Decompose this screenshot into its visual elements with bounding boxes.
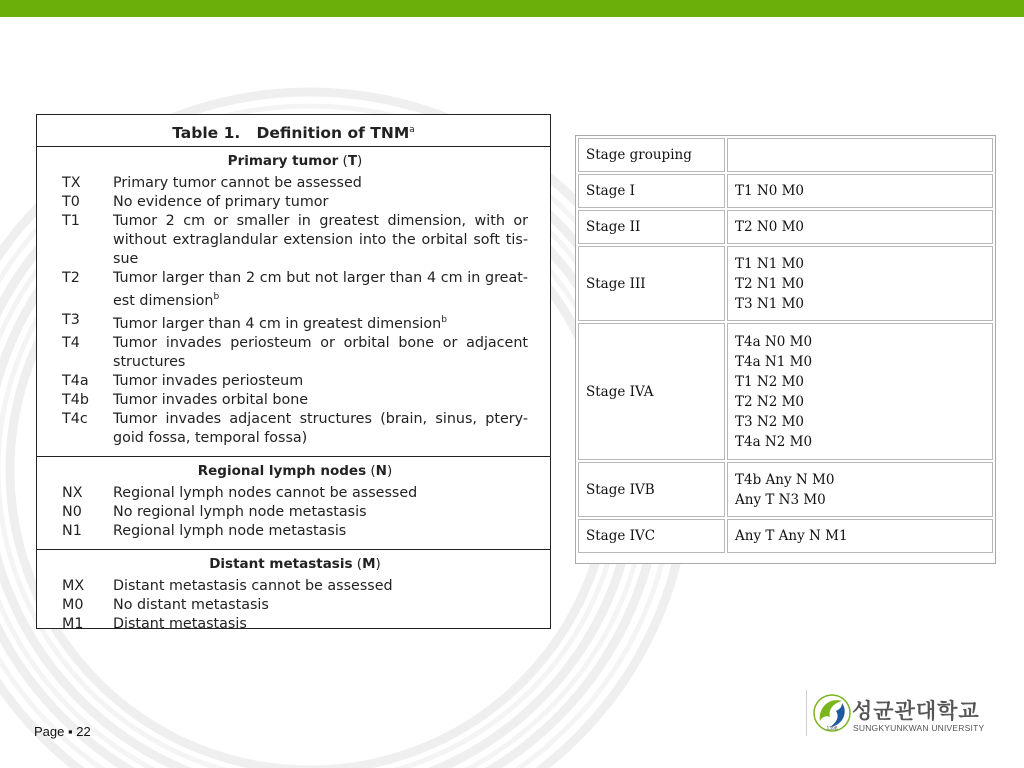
- category-description-text: No regional lymph node metastasis: [113, 503, 367, 520]
- section-heading-code: T: [347, 153, 358, 169]
- tnm-combination: T2 N1 M0: [735, 275, 804, 292]
- tnm-combination: T3 N1 M0: [735, 295, 804, 312]
- page-label: Page: [34, 724, 65, 739]
- footnote-marker: b: [213, 292, 220, 302]
- stage-rows: [578, 138, 993, 553]
- category-code: T4: [62, 334, 80, 351]
- definition-row: [62, 522, 528, 541]
- category-code: TX: [62, 175, 81, 191]
- stage-row: [578, 462, 993, 517]
- stage-cell: Stage I: [578, 174, 725, 208]
- definition-row: [62, 410, 528, 448]
- category-description: [113, 311, 528, 334]
- category-description-text: Tumor invades orbital bone: [113, 391, 309, 408]
- university-korean-name: 성균관대학교: [852, 699, 980, 723]
- tnm-section: [37, 147, 550, 457]
- category-code: M1: [62, 615, 84, 632]
- category-code: T0: [62, 194, 80, 210]
- tnm-combination: T4a N0 M0: [735, 333, 813, 350]
- stage-row: [578, 138, 993, 172]
- category-description: [113, 193, 528, 212]
- category-description-text: Tumor invades periosteum: [113, 372, 304, 389]
- category-description: [113, 269, 528, 311]
- category-description-text: No evidence of primary tumor: [113, 194, 329, 210]
- definition-row: [62, 503, 528, 522]
- category-description: [113, 484, 528, 503]
- definition-row: [62, 577, 528, 596]
- section-heading-text: Primary tumor: [227, 153, 339, 169]
- tnm-section: [37, 457, 550, 550]
- tnm-combination-cell: [727, 519, 993, 553]
- stage-row: [578, 246, 993, 321]
- stage-cell: Stage grouping: [578, 138, 725, 172]
- tnm-combination: T3 N2 M0: [735, 413, 804, 430]
- stage-row: [578, 519, 993, 553]
- category-description: [113, 334, 528, 372]
- tnm-combination-cell: [727, 138, 993, 172]
- category-description-text: Tumor larger than 2 cm but not larger than 4 cm in great-est dimension: [113, 270, 528, 309]
- tnm-combination-cell: [727, 210, 993, 244]
- tnm-title-footnote: a: [409, 125, 415, 135]
- section-heading: [62, 461, 528, 481]
- tnm-combination: T4a N1 M0: [735, 353, 813, 370]
- definition-row: [62, 212, 528, 269]
- definition-row: [62, 484, 528, 503]
- tnm-sections: [37, 147, 550, 642]
- tnm-combination: T2 N2 M0: [735, 393, 804, 410]
- stage-grouping-table: [575, 135, 996, 564]
- section-heading-paren-close: ): [357, 153, 363, 169]
- tnm-title-text: Definition of TNM: [256, 124, 410, 143]
- category-code: T3: [62, 311, 80, 328]
- section-heading-paren-close: ): [375, 555, 381, 572]
- emblem-year: 1398: [826, 726, 838, 732]
- university-emblem-icon: [812, 693, 852, 733]
- university-logo: [806, 690, 996, 738]
- tnm-definition-table: [36, 114, 551, 632]
- category-description-text: Regional lymph nodes cannot be assessed: [113, 484, 418, 501]
- tnm-section: [37, 550, 550, 642]
- section-heading-paren-open: (: [352, 555, 363, 572]
- category-code: NX: [62, 484, 83, 501]
- section-heading-paren-open: (: [366, 462, 376, 479]
- definition-row: [62, 311, 528, 334]
- section-heading: [62, 554, 528, 574]
- tnm-combination: T4a N2 M0: [735, 433, 813, 450]
- stage-cell: Stage IVB: [578, 462, 725, 517]
- definition-row: [62, 334, 528, 372]
- definition-row: [62, 193, 528, 212]
- stage-cell: Stage III: [578, 246, 725, 321]
- definition-row: [62, 269, 528, 311]
- stage-row: [578, 174, 993, 208]
- category-description-text: Distant metastasis cannot be assessed: [113, 577, 393, 594]
- category-description-text: Regional lymph node metastasis: [113, 522, 347, 539]
- category-description: [113, 410, 528, 448]
- tnm-combination-cell: [727, 246, 993, 321]
- category-code: N1: [62, 522, 82, 539]
- category-description-text: Tumor invades periosteum or orbital bone or adjacent structures: [113, 334, 528, 370]
- definition-row: [62, 615, 528, 634]
- tnm-combination-cell: [727, 323, 993, 460]
- category-code: M0: [62, 596, 84, 613]
- category-code: T2: [62, 270, 80, 286]
- definition-row: [62, 174, 528, 193]
- definition-row: [62, 596, 528, 615]
- tnm-title-number: Table 1.: [172, 124, 241, 143]
- tnm-combination: T1 N1 M0: [735, 255, 804, 272]
- page-number-value: 22: [76, 724, 91, 739]
- category-description: [113, 372, 528, 391]
- tnm-combination: T1 N0 M0: [735, 183, 804, 199]
- category-description-text: No distant metastasis: [113, 596, 269, 613]
- category-description: [113, 174, 528, 193]
- category-description: [113, 212, 528, 269]
- stage-row: [578, 210, 993, 244]
- stage-row: [578, 323, 993, 460]
- section-heading-text: Distant metastasis: [209, 555, 353, 572]
- stage-cell: Stage II: [578, 210, 725, 244]
- category-description-text: Tumor invades adjacent structures (brain, sinus, ptery-goid fossa, temporal fossa): [113, 410, 528, 446]
- logo-divider: [806, 690, 807, 736]
- tnm-combination: Any T Any N M1: [735, 528, 848, 544]
- tnm-combination-cell: [727, 174, 993, 208]
- category-code: T1: [62, 213, 80, 229]
- tnm-table-title: [37, 115, 550, 147]
- tnm-combination: T4b Any N M0: [735, 471, 835, 488]
- category-description: [113, 391, 528, 410]
- tnm-combination-cell: [727, 462, 993, 517]
- page-bullet: ▪: [68, 724, 73, 739]
- section-heading-paren-close: ): [386, 462, 393, 479]
- tnm-combination: T1 N2 M0: [735, 373, 804, 390]
- definition-row: [62, 372, 528, 391]
- stage-cell: Stage IVC: [578, 519, 725, 553]
- category-description: [113, 522, 528, 541]
- stage-cell: Stage IVA: [578, 323, 725, 460]
- category-code: N0: [62, 503, 82, 520]
- category-code: MX: [62, 577, 85, 594]
- footnote-marker: b: [441, 314, 447, 325]
- category-description: [113, 503, 528, 522]
- category-description: [113, 577, 528, 596]
- tnm-combination: T2 N0 M0: [735, 219, 804, 235]
- category-description-text: Distant metastasis: [113, 615, 247, 632]
- category-code: T4b: [62, 391, 89, 408]
- category-description-text: Tumor 2 cm or smaller in greatest dimension, with or without extraglandular extension into the orbital soft tis-sue: [113, 213, 528, 267]
- university-english-name: SUNGKYUNKWAN UNIVERSITY: [853, 723, 985, 733]
- category-description-text: Primary tumor cannot be assessed: [113, 175, 362, 191]
- section-heading-text: Regional lymph nodes: [197, 462, 367, 479]
- page-number: [34, 724, 91, 739]
- category-code: T4c: [62, 410, 88, 427]
- section-heading-code: N: [375, 462, 387, 479]
- section-heading-code: M: [362, 555, 376, 572]
- category-description-text: Tumor larger than 4 cm in greatest dimension: [113, 315, 442, 332]
- category-description: [113, 615, 528, 634]
- category-description: [113, 596, 528, 615]
- tnm-combination: Any T N3 M0: [735, 491, 826, 508]
- category-code: T4a: [62, 372, 89, 389]
- definition-row: [62, 391, 528, 410]
- section-heading: [62, 151, 528, 171]
- section-heading-paren-open: (: [338, 153, 348, 169]
